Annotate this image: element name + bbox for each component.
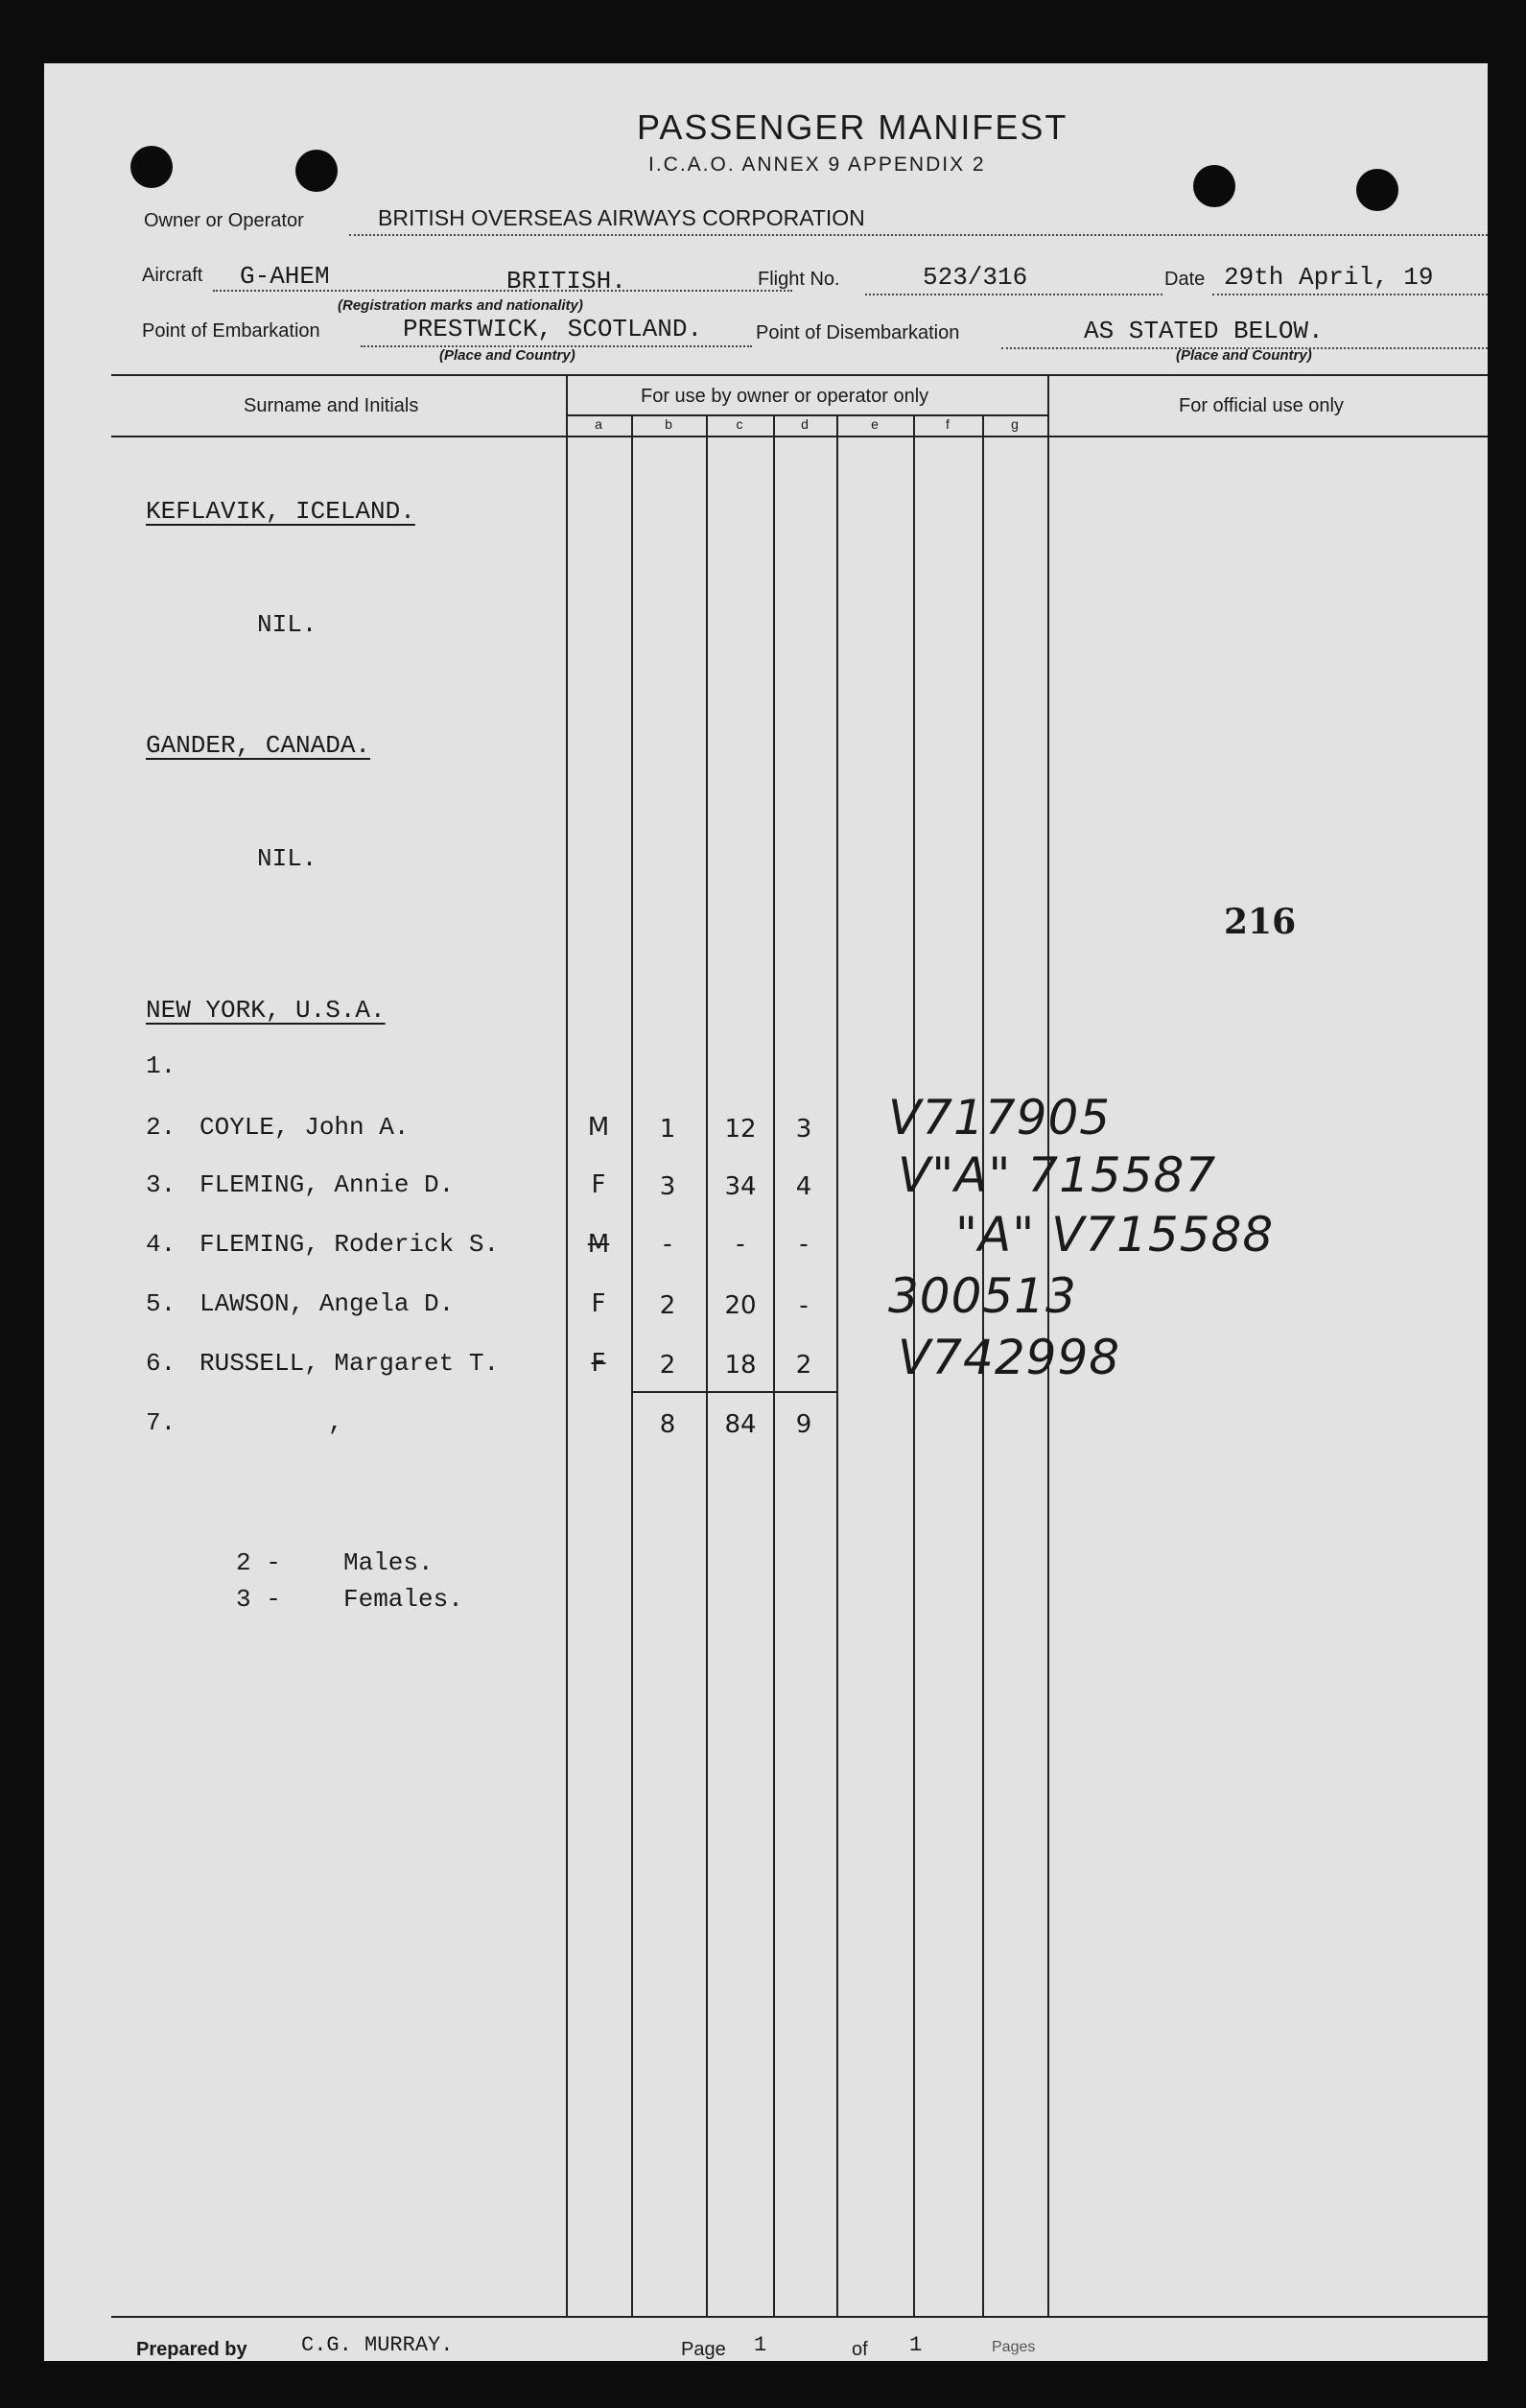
passenger-col-d: 3 <box>795 1115 812 1144</box>
passenger-official-number: "A" V715588 <box>955 1207 1275 1263</box>
passenger-col-b: 2 <box>659 1291 676 1320</box>
page-label: Page <box>681 2339 726 2360</box>
flight-number: 523/316 <box>923 263 1028 292</box>
passenger-col-a: M <box>587 1230 610 1259</box>
punch-hole <box>1356 169 1398 211</box>
page-title: PASSENGER MANIFEST <box>637 107 1068 147</box>
passenger-col-d: 4 <box>795 1172 812 1201</box>
date-label: Date <box>1164 269 1206 290</box>
of-label: of <box>852 2339 868 2360</box>
flight-label: Flight No. <box>758 269 840 290</box>
col-divider <box>706 414 708 2318</box>
passenger-col-c: 18 <box>724 1351 757 1380</box>
section-new-york: NEW YORK, U.S.A. <box>146 996 386 1025</box>
col-a-header: a <box>595 416 602 432</box>
passenger-name: FLEMING, Roderick S. <box>200 1230 500 1259</box>
pages-label: Pages <box>992 2339 1036 2355</box>
embarkation-value: PRESTWICK, SCOTLAND. <box>403 315 703 343</box>
passenger-col-d: 2 <box>795 1351 812 1380</box>
page-subtitle: I.C.A.O. ANNEX 9 APPENDIX 2 <box>648 153 986 176</box>
embarkation-label: Point of Embarkation <box>142 320 320 342</box>
passenger-col-b: 2 <box>659 1351 676 1380</box>
total-col-b: 8 <box>659 1410 676 1439</box>
passenger-col-c: 34 <box>724 1172 757 1201</box>
of-value: 1 <box>909 2333 923 2357</box>
passenger-col-c: 12 <box>724 1115 757 1144</box>
punch-hole <box>130 146 173 188</box>
passenger-name: RUSSELL, Margaret T. <box>200 1349 500 1378</box>
disembarkation-label: Point of Disembarkation <box>756 322 960 343</box>
section-gander: GANDER, CANADA. <box>146 731 371 760</box>
operator-use-header: For use by owner or operator only <box>641 386 929 407</box>
passenger-number: 2. <box>146 1113 176 1142</box>
aircraft-nationality: BRITISH. <box>506 267 626 295</box>
total-col-d: 9 <box>795 1410 812 1439</box>
passenger-number: 4. <box>146 1230 176 1259</box>
section-keflavik: KEFLAVIK, ICELAND. <box>146 497 415 526</box>
passenger-official-number: V742998 <box>898 1330 1121 1385</box>
passenger-number: 5. <box>146 1289 176 1318</box>
registration-note: (Registration marks and nationality) <box>338 297 583 314</box>
passenger-name: , <box>328 1408 343 1437</box>
punch-hole <box>1193 165 1235 207</box>
col-divider <box>566 374 568 2318</box>
disembarkation-value: AS STATED BELOW. <box>1084 317 1324 345</box>
embarkation-note: (Place and Country) <box>439 347 575 364</box>
punch-hole <box>295 150 338 192</box>
passenger-name: COYLE, John A. <box>200 1113 410 1142</box>
passenger-number: 6. <box>146 1349 176 1378</box>
aircraft-label: Aircraft <box>142 265 203 286</box>
passenger-name: FLEMING, Annie D. <box>200 1170 455 1199</box>
stamp-number: 216 <box>1224 902 1297 942</box>
owner-value: BRITISH OVERSEAS AIRWAYS CORPORATION <box>378 205 865 230</box>
passenger-name: LAWSON, Angela D. <box>200 1289 455 1318</box>
passenger-col-a: F <box>591 1170 606 1199</box>
col-e-header: e <box>871 416 879 432</box>
passenger-col-b: - <box>663 1230 672 1259</box>
page-value: 1 <box>754 2333 767 2357</box>
passenger-official-number: 300513 <box>888 1268 1077 1324</box>
aircraft-registration: G-AHEM <box>240 262 330 291</box>
header-bottom-line <box>111 436 1488 437</box>
section-gander-entry: NIL. <box>257 844 317 873</box>
passenger-number: 7. <box>146 1408 176 1437</box>
passenger-col-a: F <box>591 1289 606 1318</box>
manifest-sheet <box>44 63 1488 2361</box>
passenger-col-b: 3 <box>659 1172 676 1201</box>
prepared-by-value: C.G. MURRAY. <box>301 2333 454 2357</box>
passenger-number: 3. <box>146 1170 176 1199</box>
passenger-official-number: V717905 <box>888 1090 1112 1145</box>
summary-count: 3 - <box>236 1585 281 1614</box>
passenger-col-c: 20 <box>724 1291 757 1320</box>
table-bottom-line <box>111 2316 1488 2318</box>
col-f-header: f <box>946 416 950 432</box>
official-use-header: For official use only <box>1179 395 1344 416</box>
owner-label: Owner or Operator <box>144 210 304 231</box>
col-divider <box>631 414 633 2318</box>
disembarkation-note: (Place and Country) <box>1176 347 1312 364</box>
table-top-line <box>111 374 1488 376</box>
col-c-header: c <box>736 416 743 432</box>
section-keflavik-entry: NIL. <box>257 610 317 639</box>
passenger-official-number: V"A" 715587 <box>898 1147 1217 1203</box>
col-d-header: d <box>801 416 809 432</box>
passenger-col-d: - <box>799 1291 809 1320</box>
passenger-col-d: - <box>799 1230 809 1259</box>
date-value: 29th April, 19 <box>1224 263 1434 292</box>
col-b-header: b <box>665 416 672 432</box>
totals-rule <box>633 1391 838 1393</box>
passenger-number: 1. <box>146 1051 176 1080</box>
passenger-col-a: F <box>591 1349 606 1378</box>
total-col-c: 84 <box>724 1410 757 1439</box>
summary-label: Females. <box>343 1585 463 1614</box>
summary-count: 2 - <box>236 1548 281 1577</box>
surname-header: Surname and Initials <box>244 395 419 416</box>
col-g-header: g <box>1011 416 1019 432</box>
prepared-by-label: Prepared by <box>136 2339 247 2360</box>
col-divider <box>836 414 838 2318</box>
passenger-col-c: - <box>736 1230 745 1259</box>
passenger-col-a: M <box>587 1113 610 1142</box>
summary-label: Males. <box>343 1548 434 1577</box>
passenger-col-b: 1 <box>659 1115 676 1144</box>
